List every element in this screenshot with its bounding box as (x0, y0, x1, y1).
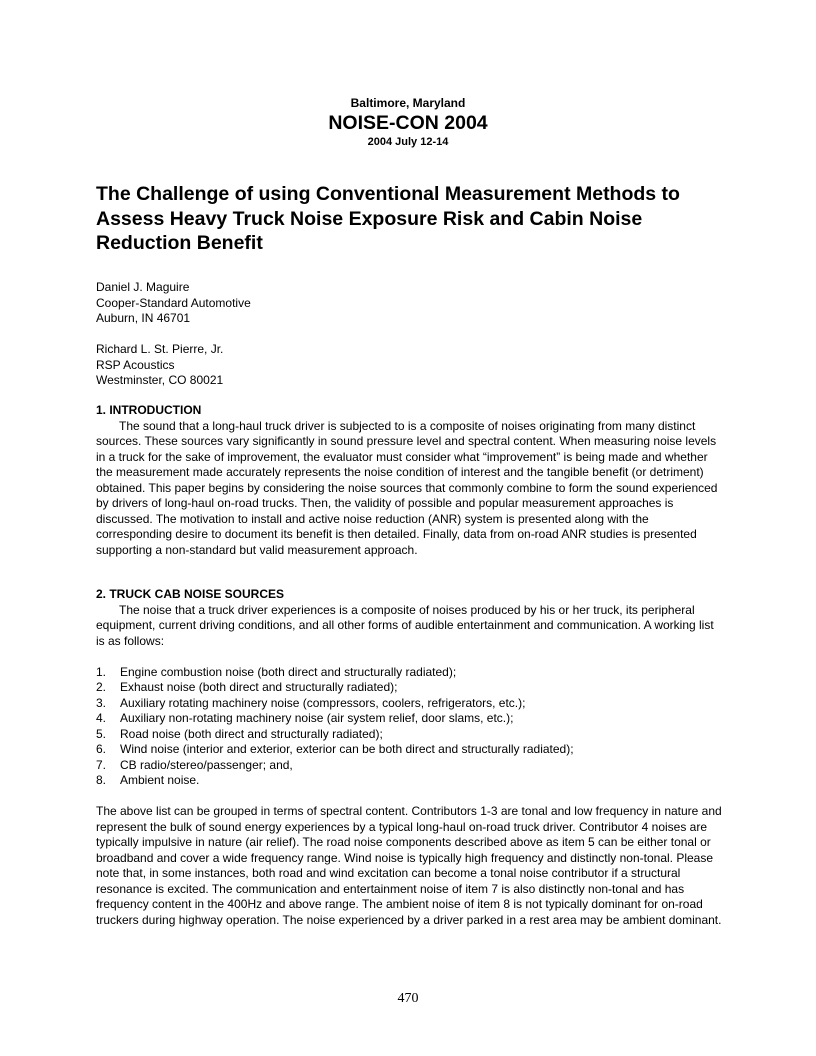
conference-name: NOISE-CON 2004 (328, 112, 488, 134)
list-item (96, 696, 722, 712)
list-number: 1. (96, 664, 107, 679)
conference-location: Baltimore, Maryland (350, 96, 466, 110)
list-text: Engine combustion noise (both direct and structurally radiated); (120, 664, 457, 679)
list-item (96, 773, 722, 789)
section-heading: 1. INTRODUCTION (96, 403, 202, 417)
list-text: CB radio/stereo/passenger; and, (120, 757, 293, 772)
list-item (96, 680, 722, 696)
list-number: 5. (96, 726, 107, 741)
conference-header (0, 96, 816, 149)
list-number: 2. (96, 680, 107, 694)
list-text: Wind noise (interior and exterior, exterior can be both direct and structurally radiated); (120, 742, 574, 756)
list-text: Exhaust noise (both direct and structurally radiated); (120, 680, 398, 694)
section-noise-sources (96, 587, 722, 928)
author-affiliation: RSP Acoustics (96, 357, 175, 372)
body-paragraph: The above list can be grouped in terms of spectral content. Contributors 1-3 are tonal and low frequency in nature and represent the bulk of sound energy experiences by a typical long-haul on-road truck driver. Contributor 4 noises are typically impulsive in nature (air relief). The road noise components described above as item 5 can be either tonal or broadband and cover a wide frequency range. Wind noise is typically high frequency and distinctly non-tonal. Please note that, in some instances, both road and wind excitation can become a tonal noise contributor if a structural resonance is excited. The communication and entertainment noise of item 7 is also distinctly non-tonal and has frequency content in the 400Hz and above range. The ambient noise of item 8 is not typically dominant for on-road truckers during highway operation. The noise experienced by a driver parked in a rest area may be ambient dominant. (96, 804, 722, 927)
list-text: Road noise (both direct and structurally radiated); (120, 726, 383, 741)
list-item (96, 727, 722, 743)
author-address: Auburn, IN 46701 (96, 311, 191, 325)
section-introduction (96, 403, 722, 558)
section-heading: 2. TRUCK CAB NOISE SOURCES (96, 587, 285, 601)
list-item (96, 758, 722, 774)
list-number: 3. (96, 695, 107, 710)
list-number: 7. (96, 757, 107, 772)
author-name: Richard L. St. Pierre, Jr. (96, 342, 224, 356)
list-number: 4. (96, 711, 107, 725)
page-number: 470 (397, 991, 419, 1006)
author-name: Daniel J. Maguire (96, 280, 190, 294)
list-item (96, 665, 722, 681)
author-block (96, 342, 223, 389)
conference-dates: 2004 July 12-14 (367, 136, 449, 148)
body-paragraph: The sound that a long-haul truck driver is subjected to is a composite of noises originating from many distinct sources. These sources vary significantly in sound pressure level and spectral content. When measuring noise levels in a truck for the sake of improvement, the evaluator must consider what “improvement” is being made and whether the measurement made accurately represents the noise condition of interest and the tangible benefit (or detriment) obtained. This paper begins by considering the noise sources that commonly combine to form the sound experienced by drivers of long-haul on-road trucks. Then, the validity of possible and popular measurement approaches is discussed. The motivation to install and active noise reduction (ANR) system is presented along with the corresponding desire to document its benefit is then detailed. Finally, data from on-road ANR studies is presented supporting a non-standard but valid measurement approach. (96, 418, 718, 557)
list-text: Ambient noise. (120, 773, 200, 787)
list-item (96, 711, 722, 727)
list-number: 6. (96, 742, 107, 756)
body-paragraph: The noise that a truck driver experiences is a composite of noises produced by his or her truck, its peripheral equipment, current driving conditions, and all other forms of audible entertainment and communication. A working list is as follows: (96, 602, 714, 648)
author-address: Westminster, CO 80021 (96, 373, 224, 387)
list-item (96, 742, 722, 758)
author-block (96, 280, 251, 327)
list-number: 8. (96, 773, 107, 787)
noise-source-list (96, 665, 722, 789)
author-affiliation: Cooper-Standard Automotive (96, 295, 251, 310)
list-text: Auxiliary rotating machinery noise (compressors, coolers, refrigerators, etc.); (120, 695, 526, 710)
paper-title: The Challenge of using Conventional Measurement Methods to Assess Heavy Truck Noise Exposure Risk and Cabin Noise Reduction Benefit (96, 183, 680, 254)
list-text: Auxiliary non-rotating machinery noise (air system relief, door slams, etc.); (120, 711, 514, 725)
